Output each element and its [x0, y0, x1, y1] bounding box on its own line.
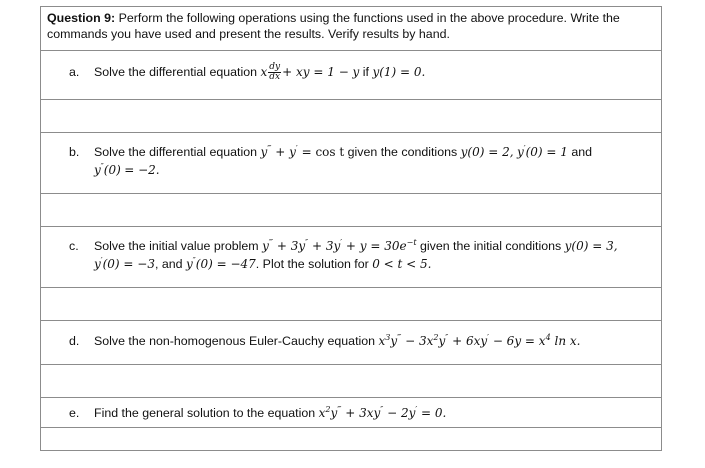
- item-c-row: [41, 226, 661, 287]
- answer-space-e: [41, 427, 661, 451]
- question-header: [41, 7, 661, 50]
- equation-b: y‴ + y′ =: [260, 144, 316, 159]
- item-letter: a.: [69, 65, 80, 79]
- answer-space-c: [41, 287, 661, 320]
- item-d-text: Solve the non-homogenous Euler-Cauchy equation $x^3y^‴ - 3x^2y'' + 6xy' - 6y = x^4$ ln x.: [94, 333, 581, 348]
- item-e-row: [41, 397, 661, 427]
- item-a-row: [41, 50, 661, 99]
- item-a-text: Solve the differential equation x $\frac{dy}{dx}$ + xy = 1 − y if y(1) = 0.: [94, 62, 426, 82]
- item-letter: e.: [69, 406, 80, 420]
- item-letter: b.: [69, 145, 80, 159]
- answer-space-a: [41, 99, 661, 132]
- equation-a: x $\frac{dy}{dx}$ + xy = 1 − y: [260, 62, 360, 82]
- question-label: Question 9:: [47, 11, 116, 25]
- questions-table: [40, 6, 662, 451]
- item-letter: c.: [69, 239, 79, 253]
- item-letter: d.: [69, 334, 80, 348]
- item-c-text: Solve the initial value problem $y^‴ + 3y'' + 3y' + y = 30e^{-t}$ given the initial conditions y(0) = 3, y′(0) = −3, and y″(0) = −47. Plot the solution for 0 < t < 5.: [94, 238, 618, 271]
- item-b-text: Solve the differential equation y‴ + y′ = cos t given the conditions y(0) = 2, y′(0) = 1 and y″(0) = −2.: [94, 144, 593, 177]
- item-d-row: [41, 320, 661, 364]
- equation-d: $x^3y^‴ - 3x^2y'' + 6xy' - 6y = x^4$ ln x.: [378, 333, 581, 348]
- equation-e: $x^2y^‴ + 3xy'' - 2y' = 0$.: [318, 405, 447, 420]
- answer-space-d: [41, 364, 661, 397]
- question-instructions: Perform the following operations using the functions used in the above procedure. Write the commands you have used and present the results. Verify results by hand.: [47, 11, 620, 41]
- equation-c: $y^‴ + 3y'' + 3y' + y = 30e^{-t}$: [262, 238, 417, 253]
- item-b-row: [41, 132, 661, 193]
- answer-space-b: [41, 193, 661, 226]
- item-e-text: Find the general solution to the equation $x^2y^‴ + 3xy'' - 2y' = 0$.: [94, 405, 447, 420]
